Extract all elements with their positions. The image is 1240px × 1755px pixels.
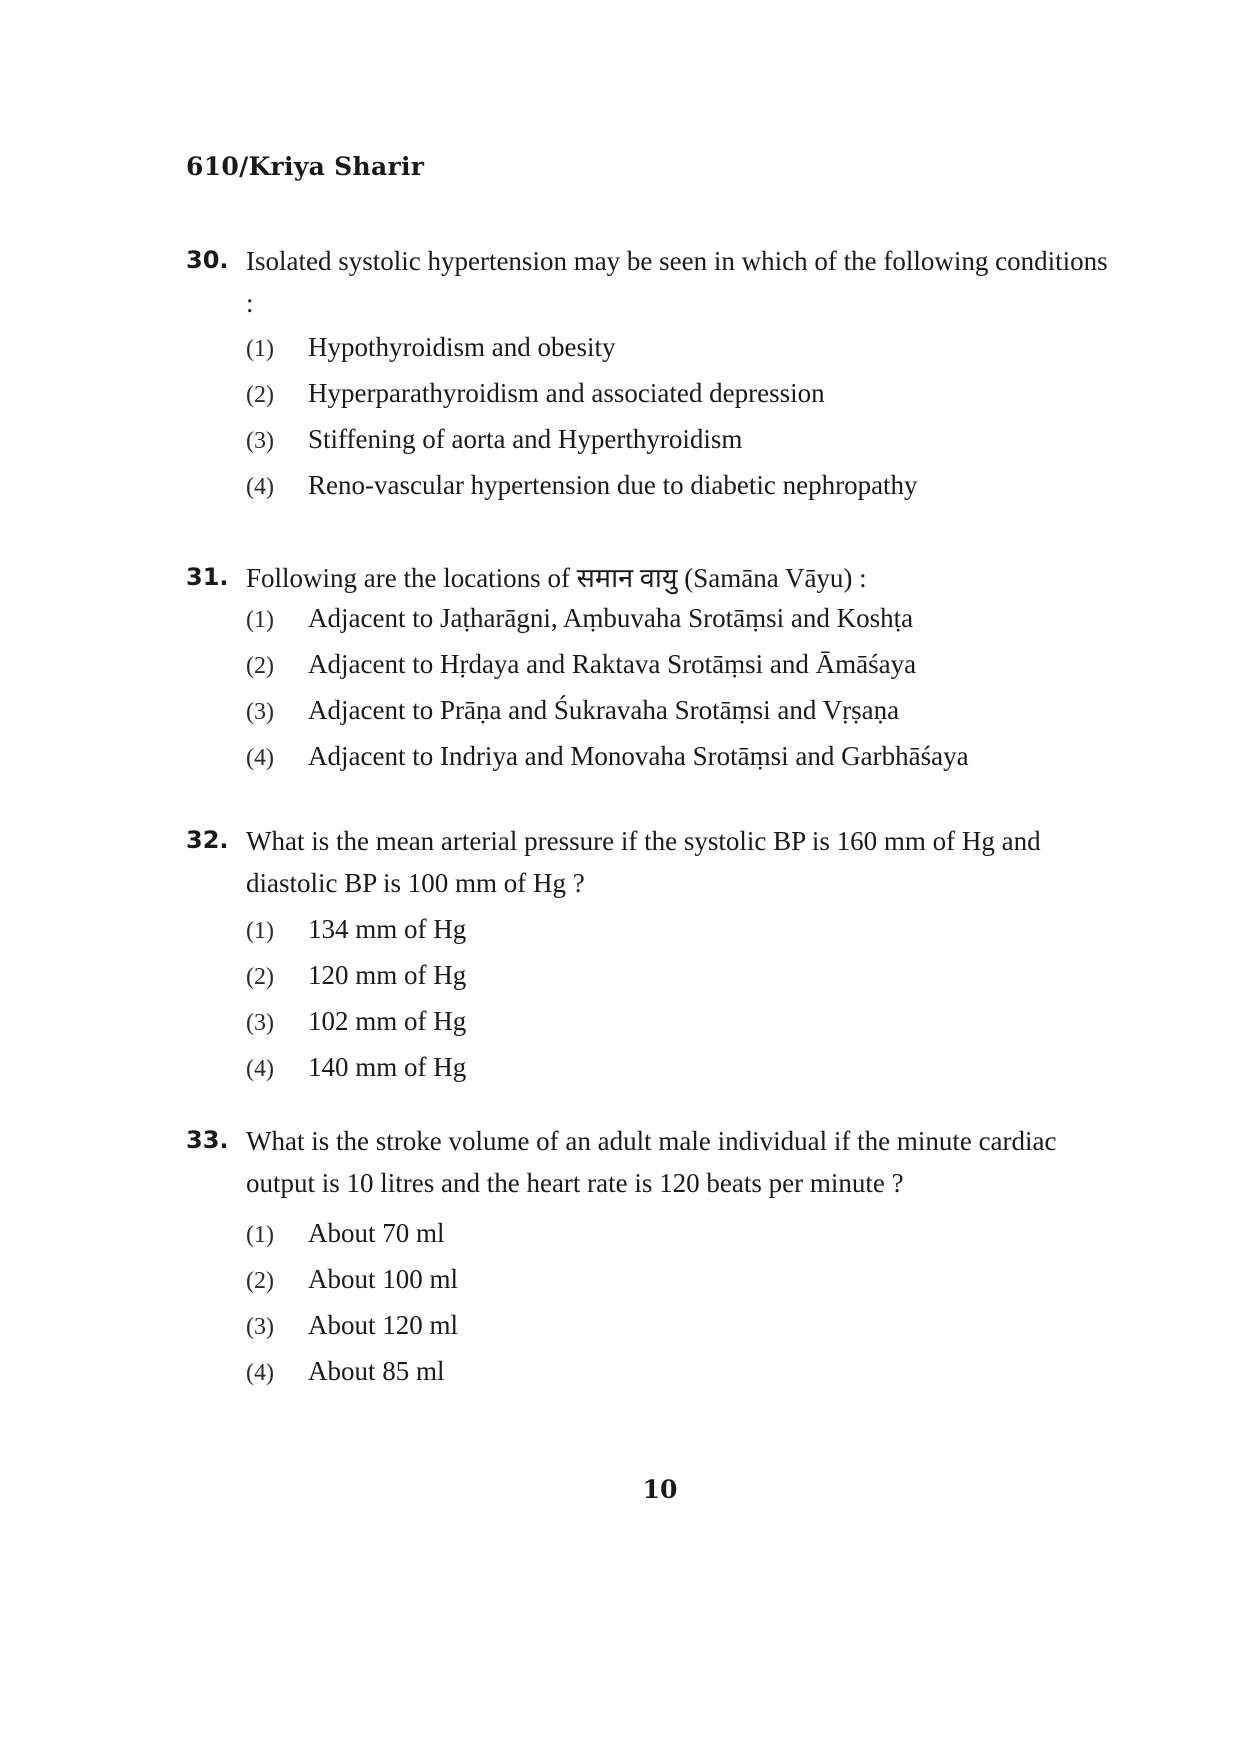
option-number: (4) bbox=[246, 1360, 274, 1386]
option-text: Hyperparathyroidism and associated depression bbox=[308, 378, 825, 408]
option-item bbox=[246, 1264, 1116, 1310]
question-text: What is the stroke volume of an adult male individual if the minute cardiac output is 10 litres and the heart rate is 120 beats per minute ? bbox=[246, 1126, 1057, 1198]
option-item bbox=[246, 649, 1116, 695]
option-list bbox=[186, 332, 1116, 516]
option-number: (3) bbox=[246, 428, 274, 454]
option-list bbox=[186, 914, 1116, 1098]
option-text: About 120 ml bbox=[308, 1310, 459, 1340]
option-text: Adjacent to Hṛdaya and Raktava Srotāṃsi and Āmāśaya bbox=[308, 649, 917, 679]
option-number: (2) bbox=[246, 1268, 274, 1294]
option-item bbox=[246, 1006, 1116, 1052]
option-number: (4) bbox=[246, 1056, 274, 1082]
option-text: 102 mm of Hg bbox=[308, 1006, 467, 1036]
question-30 bbox=[186, 240, 1116, 516]
option-number: (1) bbox=[246, 336, 274, 362]
option-item bbox=[246, 695, 1116, 741]
option-text: Stiffening of aorta and Hyperthyroidism bbox=[308, 424, 743, 454]
option-text: 134 mm of Hg bbox=[308, 914, 467, 944]
question-number: 32. bbox=[186, 826, 229, 854]
option-text: 120 mm of Hg bbox=[308, 960, 467, 990]
question-32 bbox=[186, 820, 1116, 1098]
question-31 bbox=[186, 557, 1116, 787]
option-number: (3) bbox=[246, 1010, 274, 1036]
page-number: 10 bbox=[642, 1475, 678, 1504]
option-item bbox=[246, 741, 1116, 787]
option-text: About 85 ml bbox=[308, 1356, 445, 1386]
question-text: Isolated systolic hypertension may be seen in which of the following conditions : bbox=[246, 246, 1108, 318]
question-text: What is the mean arterial pressure if the systolic BP is 160 mm of Hg and diastolic BP is 100 mm of Hg ? bbox=[246, 826, 1041, 898]
option-number: (4) bbox=[246, 474, 274, 500]
option-number: (3) bbox=[246, 1314, 274, 1340]
option-item bbox=[246, 424, 1116, 470]
option-item bbox=[246, 960, 1116, 1006]
option-list bbox=[186, 603, 1116, 787]
option-number: (1) bbox=[246, 918, 274, 944]
question-number: 30. bbox=[186, 246, 229, 274]
option-number: (2) bbox=[246, 653, 274, 679]
option-number: (1) bbox=[246, 607, 274, 633]
option-number: (2) bbox=[246, 382, 274, 408]
option-number: (3) bbox=[246, 699, 274, 725]
question-number: 31. bbox=[186, 563, 229, 591]
option-text: Adjacent to Indriya and Monovaha Srotāṃsi and Garbhāśaya bbox=[308, 741, 969, 771]
option-item bbox=[246, 1310, 1116, 1356]
option-item bbox=[246, 332, 1116, 378]
option-item bbox=[246, 1218, 1116, 1264]
option-text: Adjacent to Jaṭharāgni, Aṃbuvaha Srotāṃsi and Koshṭa bbox=[308, 603, 914, 633]
question-text: Following are the locations of समान वायु (Samāna Vāyu) : bbox=[246, 563, 867, 593]
question-number: 33. bbox=[186, 1126, 229, 1154]
option-text: 140 mm of Hg bbox=[308, 1052, 467, 1082]
option-text: About 70 ml bbox=[308, 1218, 445, 1248]
option-number: (1) bbox=[246, 1222, 274, 1248]
option-item bbox=[246, 914, 1116, 960]
option-number: (4) bbox=[246, 745, 274, 771]
option-text: About 100 ml bbox=[308, 1264, 459, 1294]
option-item bbox=[246, 1356, 1116, 1402]
option-item bbox=[246, 603, 1116, 649]
option-list bbox=[186, 1218, 1116, 1402]
option-text: Adjacent to Prāṇa and Śukravaha Srotāṃsi and Vṛṣaṇa bbox=[308, 695, 900, 725]
option-number: (2) bbox=[246, 964, 274, 990]
question-33 bbox=[186, 1120, 1116, 1402]
option-item bbox=[246, 470, 1116, 516]
option-item bbox=[246, 1052, 1116, 1098]
option-text: Reno-vascular hypertension due to diabetic nephropathy bbox=[308, 470, 918, 500]
option-item bbox=[246, 378, 1116, 424]
page-header-title: 610/Kriya Sharir bbox=[186, 152, 425, 181]
option-text: Hypothyroidism and obesity bbox=[308, 332, 616, 362]
